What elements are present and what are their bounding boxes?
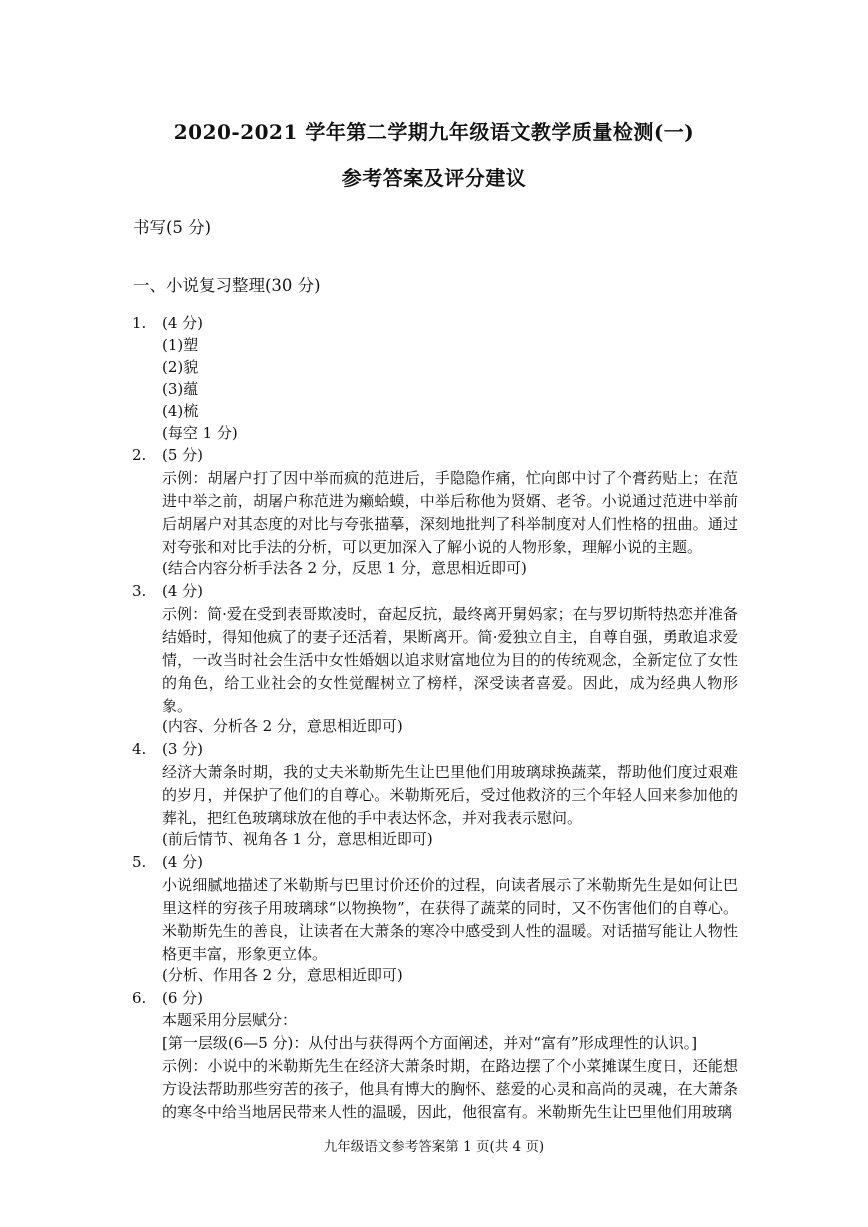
question-3-score: (4 分) — [162, 582, 204, 600]
question-1-number: 1. — [132, 314, 147, 332]
question-3-number: 3. — [132, 582, 147, 600]
question-3-answer: 示例：简·爱在受到表哥欺凌时，奋起反抗，最终离开舅妈家；在与罗切斯特热恋并准备结婚时，得知他疯了的妻子还活着，果断离开。简·爱独立自主，自尊自强，勇敢追求爱情，一改当时社会生活中女性婚姻以追求财富地位为目的的传统观念，全新定位了女性的角色，给工业社会的女性觉醒树立了榜样，深受读者喜爱。因此，成为经典人物形象。 — [162, 605, 738, 715]
question-1-answer-1: (1)塑 — [162, 336, 199, 354]
question-4-scoring-note: (前后情节、视角各 1 分，意思相近即可) — [162, 830, 433, 848]
question-6-level-1: [第一层级(6—5 分)：从付出与获得两个方面阐述，并对“富有”形成理性的认识。] — [162, 1034, 698, 1052]
page-title: 2020-2021 学年第二学期九年级语文教学质量检测(一) — [173, 120, 695, 144]
question-6-score: (6 分) — [162, 989, 204, 1007]
question-6-answer: 示例：小说中的米勒斯先生在经济大萧条时期，在路边摆了个小菜摊谋生度日，还能想方设法帮助那些穷苦的孩子，他具有博大的胸怀、慈爱的心灵和高尚的灵魂，在大萧条的寒冬中给当地居民带来人性的温暖，因此，他很富有。米勒斯先生让巴里他们用玻璃 — [162, 1057, 738, 1121]
question-2-score: (5 分) — [162, 446, 204, 464]
question-1-scoring-note: (每空 1 分) — [162, 424, 238, 442]
question-5-number: 5. — [132, 853, 147, 871]
question-1-answer-4: (4)梳 — [162, 402, 199, 420]
question-5-scoring-note: (分析、作用各 2 分，意思相近即可) — [162, 966, 403, 984]
question-4-score: (3 分) — [162, 740, 204, 758]
page-footer: 九年级语文参考答案第 1 页(共 4 页) — [323, 1139, 545, 1155]
question-3-scoring-note: (内容、分析各 2 分，意思相近即可) — [162, 717, 403, 735]
question-6-number: 6. — [132, 989, 147, 1007]
question-5-score: (4 分) — [162, 853, 204, 871]
question-4-number: 4. — [132, 740, 147, 758]
question-2-number: 2. — [132, 446, 147, 464]
question-2-scoring-note: (结合内容分析手法各 2 分，反思 1 分，意思相近即可) — [162, 559, 527, 577]
page-subtitle: 参考答案及评分建议 — [341, 166, 527, 190]
question-2-answer: 示例：胡屠户打了因中举而疯的范进后，手隐隐作痛，忙向郎中讨了个膏药贴上；在范进中举之前，胡屠户称范进为癞蛤蟆，中举后称他为贤婿、老爷。小说通过范进中举前后胡屠户对其态度的对比与夸张描摹，深刻地批判了科举制度对人们性格的扭曲。通过对夸张和对比手法的分析，可以更加深入了解小说的人物形象，理解小说的主题。 — [162, 469, 738, 556]
question-1-answer-3: (3)蕴 — [162, 380, 199, 398]
section-one-heading: 一、小说复习整理(30 分) — [133, 276, 321, 295]
section-writing-heading: 书写(5 分) — [133, 218, 212, 237]
question-4-answer: 经济大萧条时期，我的丈夫米勒斯先生让巴里他们用玻璃球换蔬菜，帮助他们度过艰难的岁月，并保护了他们的自尊心。米勒斯死后，受过他救济的三个年轻人回来参加他的葬礼，把红色玻璃球放在他的手中表达怀念，并对我表示慰问。 — [162, 763, 738, 827]
question-5-answer: 小说细腻地描述了米勒斯与巴里讨价还价的过程，向读者展示了米勒斯先生是如何让巴里这样的穷孩子用玻璃球“以物换物”，在获得了蔬菜的同时，又不伤害他们的自尊心。米勒斯先生的善良，让读者在大萧条的寒冷中感受到人性的温暖。对话描写能让人物性格更丰富，形象更立体。 — [162, 876, 738, 963]
question-1-answer-2: (2)貌 — [162, 358, 199, 376]
question-1-score: (4 分) — [162, 314, 204, 332]
question-6-intro: 本题采用分层赋分： — [162, 1011, 298, 1029]
